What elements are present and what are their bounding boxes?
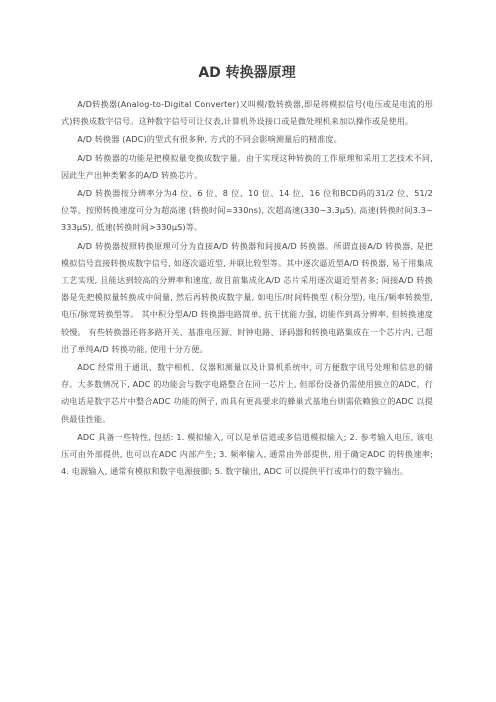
- paragraph-intro: A/D转换器(Analog-to-Digital Converter)又叫模/数转换器,即是将模拟信号(电压或是电流的形式)转换成数字信号。这种数字信号可让仪表,计算机外设接口或是微处理机来加以操作或是使用。: [61, 99, 433, 127]
- paragraph-features: ADC 具备一些特性, 包括: 1. 模拟输入, 可以是单信道或多信道模拟输入; 2. 参考输入电压, 该电压可由外部提供, 也可以在ADC 内部产生; 3. 频率输入, 通常由外部提供, 用于确定ADC 的转换速率; 4. 电源输入, 通常有模拟和数字电源接脚; 5. 数字输出, ADC 可以提供平行或串行的数字输出。: [61, 431, 433, 477]
- document-page: [61, 62, 433, 481]
- paragraph-principle: A/D 转换器按照转换原理可分为直接A/D 转换器和间接A/D 转换器。所谓直接A/D 转换器, 是把模拟信号直接转换成数字信号, 如逐次逼近型, 并联比较型等。其中逐次逼近型A/D 转换器, 易于用集成工艺实现, 且能达到较高的分辨率和速度, 故目前集成化A/D 芯片采用逐次逼近型者多; 间接A/D 转换器是先把模拟量转换成中间量, 然后再转换成数字量, 如电压/时间转换型 (积分型), 电压/频率转换型, 电压/脉宽转换型等。 其中积分型A/D 转换器电路简单, 抗干扰能力强, 切能作到高分辨率, 但转换速度较慢。 有些转换器还将多路开关、基准电压源、时钟电路、译码器和转换电路集成在一个芯片内, 已超出了单纯A/D 转换功能, 使用十分方便。: [61, 240, 434, 354]
- document-title: AD 转换器原理: [198, 65, 296, 81]
- paragraph-types: A/D 转换器 (ADC)的型式有很多种, 方式的不同会影响测量后的精准度。: [77, 134, 342, 145]
- paragraph-resolution: A/D 转换器按分辨率分为4 位、6 位、8 位、10 位、14 位、16 位和BCD码的31/2 位、51/2 位等。按照转换速度可分为超高速 (转换时间=330ns), 次超高速(330~3.3μS), 高速(转换时间3.3~333μS), 低速(转换时间>330μS)等。: [61, 188, 433, 233]
- paragraph-function: A/D 转换器的功能是把模拟量变换成数字量。由于实现这种转换的工作原理和采用工艺技术不同, 因此生产出种类繁多的A/D 转换芯片。: [61, 152, 433, 180]
- paragraph-applications: ADC 经常用于通讯、数字相机、仪器和测量以及计算机系统中, 可方便数字讯号处理和信息的储存。大多数情况下, ADC 的功能会与数字电路整合在同一芯片上, 但部份设备仍需使用独立的ADC。行动电话是数字芯片中整合ADC 功能的例子, 而具有更高要求的蜂巢式基地台则需依赖独立的ADC 以提供最佳性能。: [61, 362, 433, 424]
